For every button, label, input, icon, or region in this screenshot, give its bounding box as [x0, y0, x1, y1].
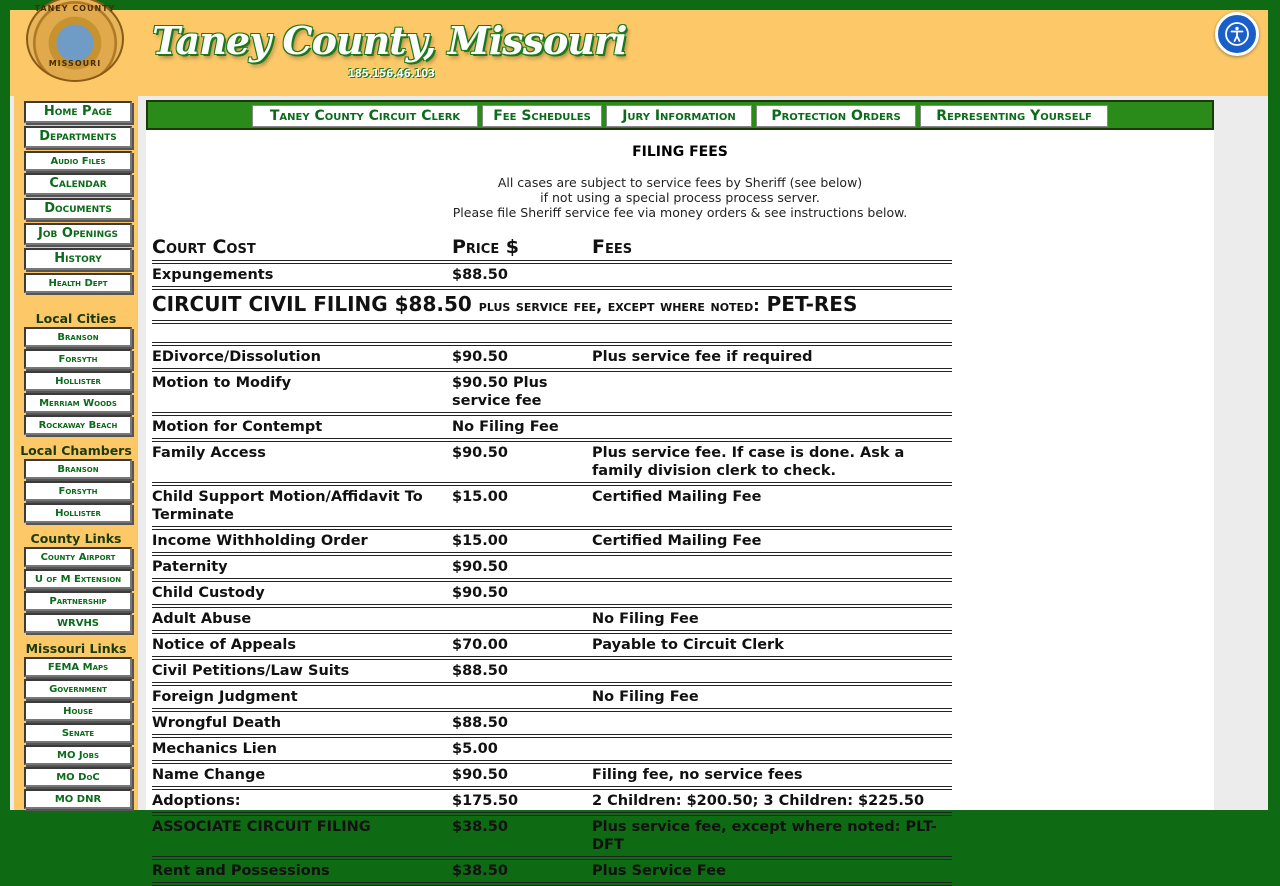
cell-price: $175.50: [452, 793, 519, 809]
cell-name: Adult Abuse: [152, 611, 252, 627]
section-title-main: CIRCUIT CIVIL FILING $88.50: [152, 292, 472, 316]
cell-name: Adoptions:: [152, 793, 241, 809]
cell-price: $15.00: [452, 489, 508, 505]
sidebar-item-government[interactable]: Government: [24, 679, 132, 699]
cell-price: $90.50: [452, 767, 508, 783]
tab-fee-schedules[interactable]: Fee Schedules: [482, 105, 602, 127]
cell-name: Expungements: [152, 267, 274, 283]
section-title-circuit-civil: [152, 290, 952, 324]
sidebar-item-departments[interactable]: Departments: [24, 126, 132, 148]
table-row: [152, 660, 952, 686]
table-row: [152, 764, 952, 790]
cell-name: Notice of Appeals: [152, 637, 296, 653]
county-links-heading: County Links: [30, 531, 122, 546]
sidebar-item-health-dept[interactable]: Health Dept: [24, 273, 132, 293]
table-row: [152, 442, 952, 486]
table-row: [152, 790, 952, 816]
site-title[interactable]: Taney County, Missouri: [152, 18, 627, 63]
cell-name: Mechanics Lien: [152, 741, 277, 757]
tab-representing-yourself[interactable]: Representing Yourself: [920, 105, 1108, 127]
cell-name: Income Withholding Order: [152, 533, 368, 549]
sidebar-item-wrvhs[interactable]: WRVHS: [24, 613, 132, 633]
county-seal-logo[interactable]: [26, 0, 124, 82]
missouri-links-heading: Missouri Links: [25, 641, 127, 656]
tab-protection-orders[interactable]: Protection Orders: [756, 105, 916, 127]
cell-price: $38.50: [452, 819, 508, 835]
tab-jury-information[interactable]: Jury Information: [606, 105, 752, 127]
local-cities-heading: Local Cities: [35, 311, 117, 326]
sidebar-item-home-page[interactable]: Home Page: [24, 101, 132, 123]
local-chambers-heading: Local Chambers: [20, 443, 132, 458]
cell-fees: No Filing Fee: [592, 611, 699, 627]
sidebar-item-job-openings[interactable]: Job Openings: [24, 223, 132, 245]
cell-name: Civil Petitions/Law Suits: [152, 663, 350, 679]
sidebar-item-fema-maps[interactable]: FEMA Maps: [24, 657, 132, 677]
section-title-code: PET-RES: [766, 292, 858, 316]
table-row: [152, 712, 952, 738]
cell-name: ASSOCIATE CIRCUIT FILING: [152, 819, 371, 835]
cell-price: $90.50: [452, 445, 508, 461]
table-spacer-row: [152, 324, 952, 346]
sidebar-item-county-airport[interactable]: County Airport: [24, 547, 132, 567]
cell-name: Name Change: [152, 767, 266, 783]
table-row: [152, 582, 952, 608]
cell-price: $15.00: [452, 533, 508, 549]
cell-fees: No Filing Fee: [592, 689, 699, 705]
sidebar-item-merriam-woods[interactable]: Merriam Woods: [24, 393, 132, 413]
cell-price: $90.50 Plus service fee: [452, 375, 548, 409]
seal-bottom-text: MISSOURI: [48, 59, 102, 68]
cell-name: Paternity: [152, 559, 228, 575]
cell-price: $38.50: [452, 863, 508, 879]
cell-name: Rent and Possessions: [152, 863, 330, 879]
cell-name: Wrongful Death: [152, 715, 282, 731]
sidebar-item-documents[interactable]: Documents: [24, 198, 132, 220]
tab-circuit-clerk[interactable]: Taney County Circuit Clerk: [252, 105, 478, 127]
cell-name: Child Support Motion/Affidavit To Terminate: [152, 489, 423, 523]
cell-price: $90.50: [452, 559, 508, 575]
sidebar: [14, 96, 138, 810]
table-row: [152, 816, 952, 860]
top-nav-bar: [146, 100, 1214, 130]
sidebar-item-house[interactable]: House: [24, 701, 132, 721]
sidebar-item-rockaway-beach[interactable]: Rockaway Beach: [24, 415, 132, 435]
cell-name: EDivorce/Dissolution: [152, 349, 321, 365]
cell-price: $5.00: [452, 741, 498, 757]
table-row-expungements: [152, 264, 952, 290]
column-header-price: Price $: [452, 236, 520, 258]
cell-fees: Plus Service Fee: [592, 863, 726, 879]
site-header: [10, 4, 1268, 96]
sidebar-item-forsyth-city[interactable]: Forsyth: [24, 349, 132, 369]
table-row: [152, 530, 952, 556]
sidebar-item-hollister-city[interactable]: Hollister: [24, 371, 132, 391]
cell-fees: Certified Mailing Fee: [592, 533, 762, 549]
sidebar-item-mo-jobs[interactable]: MO Jobs: [24, 745, 132, 765]
fee-rows: [152, 346, 952, 886]
accessibility-icon: [1225, 22, 1249, 46]
ip-address: 185.156.46.103: [348, 67, 436, 80]
sidebar-item-audio-files[interactable]: Audio Files: [24, 151, 132, 171]
table-row: [152, 416, 952, 442]
table-row: [152, 860, 952, 886]
table-row: [152, 486, 952, 530]
cell-price: $88.50: [452, 267, 508, 283]
sidebar-item-mo-doc[interactable]: MO DoC: [24, 767, 132, 787]
page-frame: [10, 4, 1268, 879]
sidebar-item-branson-chamber[interactable]: Branson: [24, 459, 132, 479]
table-row: [152, 738, 952, 764]
cell-price: $88.50: [452, 663, 508, 679]
cell-price: $70.00: [452, 637, 508, 653]
cell-price: $88.50: [452, 715, 508, 731]
sidebar-item-mo-dnr[interactable]: MO DNR: [24, 789, 132, 809]
sidebar-item-senate[interactable]: Senate: [24, 723, 132, 743]
page-title: FILING FEES: [632, 144, 728, 160]
cell-name: Family Access: [152, 445, 266, 461]
table-row: [152, 686, 952, 712]
cell-fees: Plus service fee. If case is done. Ask a family division clerk to check.: [592, 445, 905, 479]
table-header-row: [152, 234, 952, 264]
column-header-court-cost: Court Cost: [152, 236, 256, 258]
sidebar-item-hollister-chamber[interactable]: Hollister: [24, 503, 132, 523]
accessibility-button[interactable]: [1215, 12, 1259, 56]
table-row: [152, 346, 952, 372]
cell-price: No Filing Fee: [452, 419, 559, 435]
main-content: [146, 100, 1214, 879]
cell-fees: Plus service fee if required: [592, 349, 813, 365]
column-header-fees: Fees: [592, 236, 633, 258]
intro-line-1: All cases are subject to service fees by Sheriff (see below): [497, 175, 863, 190]
sidebar-item-branson-city[interactable]: Branson: [24, 327, 132, 347]
table-row: [152, 608, 952, 634]
table-row: [152, 556, 952, 582]
cell-fees: 2 Children: $200.50; 3 Children: $225.50: [592, 793, 925, 809]
cell-name: Motion to Modify: [152, 375, 292, 391]
intro-text: [146, 175, 1214, 220]
cell-name: Foreign Judgment: [152, 689, 298, 705]
fees-table: [152, 234, 952, 886]
sidebar-item-um-extension[interactable]: U of M Extension: [24, 569, 132, 589]
table-row: [152, 634, 952, 660]
table-row: [152, 372, 952, 416]
sidebar-item-partnership[interactable]: Partnership: [24, 591, 132, 611]
seal-top-text: TANEY COUNTY: [34, 4, 116, 13]
sidebar-item-forsyth-chamber[interactable]: Forsyth: [24, 481, 132, 501]
sidebar-item-calendar[interactable]: Calendar: [24, 173, 132, 195]
cell-name: Child Custody: [152, 585, 265, 601]
cell-fees: Certified Mailing Fee: [592, 489, 762, 505]
cell-fees: Filing fee, no service fees: [592, 767, 803, 783]
cell-price: $90.50: [452, 585, 508, 601]
intro-line-3: Please file Sheriff service fee via money orders & see instructions below.: [452, 205, 908, 220]
sidebar-item-history[interactable]: History: [24, 248, 132, 270]
cell-fees: Payable to Circuit Clerk: [592, 637, 784, 653]
cell-fees: Plus service fee, except where noted: PLT-DFT: [592, 819, 937, 853]
section-title-suffix: plus service fee, except where noted:: [478, 296, 760, 315]
intro-line-2: if not using a special process process server.: [540, 190, 820, 205]
cell-price: $90.50: [452, 349, 508, 365]
cell-name: Motion for Contempt: [152, 419, 323, 435]
